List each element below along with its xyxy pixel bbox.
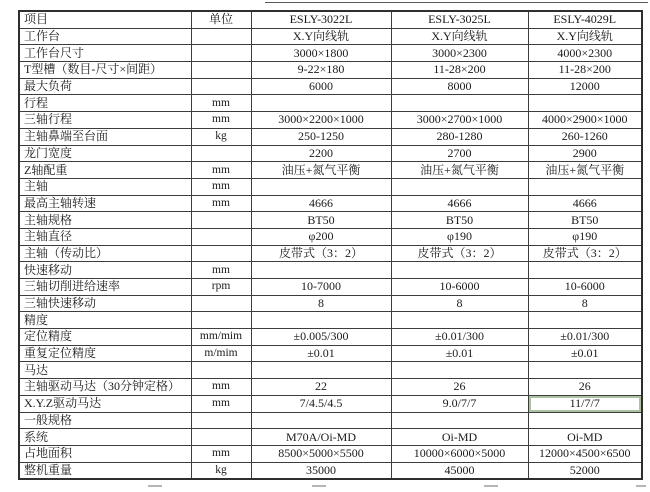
value-cell: φ190	[391, 228, 528, 245]
value-cell	[391, 95, 528, 112]
unit-cell	[191, 62, 251, 79]
table-row	[19, 128, 642, 145]
table-row	[19, 95, 642, 112]
unit-cell: mm	[191, 112, 251, 129]
value-cell	[251, 312, 391, 329]
value-cell	[251, 178, 391, 195]
value-cell: 11-28×200	[528, 62, 642, 79]
value-cell: 26	[528, 379, 642, 396]
value-cell: 油压+氮气平衡	[528, 162, 642, 179]
value-cell: 250-1250	[251, 128, 391, 145]
value-cell: 7/4.5/4.5	[251, 395, 391, 412]
value-cell: 6000	[251, 78, 391, 95]
value-cell	[251, 262, 391, 279]
value-cell: M70A/Oi-MD	[251, 429, 391, 446]
unit-cell: mm	[191, 95, 251, 112]
unit-cell: mm	[191, 262, 251, 279]
row-label-cell: 系统	[19, 429, 191, 446]
row-label-cell: 主轴鼻端至台面	[19, 128, 191, 145]
value-cell	[391, 362, 528, 379]
spec-table	[18, 10, 643, 480]
value-cell: 皮带式（3：2）	[391, 245, 528, 262]
table-row	[19, 329, 642, 346]
value-cell: X.Y向线轨	[251, 28, 391, 45]
value-cell: 4000×2300	[528, 45, 642, 62]
unit-cell	[191, 245, 251, 262]
value-cell: 皮带式（3：2）	[251, 245, 391, 262]
unit-cell	[191, 312, 251, 329]
table-row	[19, 45, 642, 62]
value-cell: 3000×2700×1000	[391, 112, 528, 129]
row-label-cell: 快速移动	[19, 262, 191, 279]
unit-cell	[191, 295, 251, 312]
value-cell: 3000×2200×1000	[251, 112, 391, 129]
row-label-cell: 整机重量	[19, 462, 191, 479]
value-cell	[528, 178, 642, 195]
unit-cell: mm	[191, 445, 251, 462]
row-label-cell: 占地面积	[19, 445, 191, 462]
value-cell: 4666	[391, 195, 528, 212]
unit-cell: kg	[191, 128, 251, 145]
row-label-cell: 最高主轴转速	[19, 195, 191, 212]
row-label-cell: 重复定位精度	[19, 345, 191, 362]
value-cell: 3000×1800	[251, 45, 391, 62]
value-cell: BT50	[251, 212, 391, 229]
value-cell: 3000×2300	[391, 45, 528, 62]
table-row	[19, 162, 642, 179]
table-row	[19, 145, 642, 162]
table-row	[19, 279, 642, 296]
table-row	[19, 295, 642, 312]
unit-cell: mm/mim	[191, 329, 251, 346]
table-row	[19, 62, 642, 79]
selected-cell: 11/7/7	[528, 395, 642, 412]
unit-cell: rpm	[191, 279, 251, 296]
table-row	[19, 195, 642, 212]
unit-cell	[191, 412, 251, 429]
value-cell: φ200	[251, 228, 391, 245]
value-cell	[391, 178, 528, 195]
col-header-esly-3022l: ESLY-3022L	[251, 11, 391, 28]
value-cell: 9-22×180	[251, 62, 391, 79]
table-row	[19, 228, 642, 245]
row-label-cell: 龙门宽度	[19, 145, 191, 162]
value-cell: ±0.01	[391, 345, 528, 362]
table-row	[19, 379, 642, 396]
value-cell: 10-7000	[251, 279, 391, 296]
value-cell	[528, 412, 642, 429]
unit-cell	[191, 212, 251, 229]
table-row	[19, 312, 642, 329]
value-cell: 皮带式（3：2）	[528, 245, 642, 262]
value-cell: 8000	[391, 78, 528, 95]
unit-cell: mm	[191, 379, 251, 396]
value-cell: ±0.01/300	[391, 329, 528, 346]
table-row	[19, 178, 642, 195]
row-label-cell: 一般规格	[19, 412, 191, 429]
value-cell: φ190	[528, 228, 642, 245]
value-cell: 8	[391, 295, 528, 312]
unit-cell: mm	[191, 395, 251, 412]
row-label-cell: 主轴	[19, 178, 191, 195]
value-cell	[528, 262, 642, 279]
unit-cell: mm	[191, 162, 251, 179]
value-cell: BT50	[391, 212, 528, 229]
value-cell	[391, 262, 528, 279]
row-label-cell: 三轴快速移动	[19, 295, 191, 312]
table-row	[19, 362, 642, 379]
value-cell: 8	[528, 295, 642, 312]
cropped-gridline-bottom	[148, 485, 162, 487]
table-row	[19, 112, 642, 129]
unit-cell: mm	[191, 178, 251, 195]
table-row	[19, 412, 642, 429]
header-row	[19, 11, 642, 28]
value-cell: 22	[251, 379, 391, 396]
value-cell: 11-28×200	[391, 62, 528, 79]
unit-cell	[191, 362, 251, 379]
value-cell	[251, 362, 391, 379]
value-cell: 260-1260	[528, 128, 642, 145]
unit-cell	[191, 429, 251, 446]
unit-cell: m/mim	[191, 345, 251, 362]
table-row	[19, 462, 642, 479]
unit-cell: kg	[191, 462, 251, 479]
row-label-cell: X.Y.Z驱动马达	[19, 395, 191, 412]
value-cell: 52000	[528, 462, 642, 479]
value-cell: BT50	[528, 212, 642, 229]
row-label-cell: 主轴规格	[19, 212, 191, 229]
value-cell: 10-6000	[391, 279, 528, 296]
value-cell: Oi-MD	[391, 429, 528, 446]
table-row	[19, 429, 642, 446]
value-cell: 4666	[251, 195, 391, 212]
row-label-cell: 工作台	[19, 28, 191, 45]
unit-cell: mm	[191, 195, 251, 212]
cropped-gridline-bottom	[636, 485, 646, 487]
cropped-gridline-bottom	[484, 485, 498, 487]
table-row	[19, 245, 642, 262]
value-cell: 9.0/7/7	[391, 395, 528, 412]
value-cell: 35000	[251, 462, 391, 479]
unit-cell	[191, 145, 251, 162]
row-label-cell: 定位精度	[19, 329, 191, 346]
table-row	[19, 445, 642, 462]
cropped-gridline-top	[265, 2, 648, 3]
value-cell: 280-1280	[391, 128, 528, 145]
table-row	[19, 345, 642, 362]
value-cell	[528, 362, 642, 379]
value-cell: 26	[391, 379, 528, 396]
value-cell	[251, 412, 391, 429]
value-cell	[391, 312, 528, 329]
row-label-cell: 精度	[19, 312, 191, 329]
value-cell: 4666	[528, 195, 642, 212]
unit-cell	[191, 228, 251, 245]
value-cell: 2700	[391, 145, 528, 162]
spec-table-body	[19, 28, 642, 479]
row-label-cell: 三轴切削进给速率	[19, 279, 191, 296]
unit-cell	[191, 28, 251, 45]
value-cell: ±0.01/300	[528, 329, 642, 346]
table-row	[19, 28, 642, 45]
value-cell: 12000×4500×6500	[528, 445, 642, 462]
value-cell: 45000	[391, 462, 528, 479]
value-cell: 4000×2900×1000	[528, 112, 642, 129]
row-label-cell: 主轴直径	[19, 228, 191, 245]
row-label-cell: 行程	[19, 95, 191, 112]
row-label-cell: 主轴（传动比）	[19, 245, 191, 262]
value-cell: 10000×6000×5000	[391, 445, 528, 462]
value-cell: ±0.01	[251, 345, 391, 362]
value-cell: 2900	[528, 145, 642, 162]
value-cell	[391, 412, 528, 429]
col-header-item: 项目	[19, 11, 191, 28]
row-label-cell: Z轴配重	[19, 162, 191, 179]
value-cell: ±0.005/300	[251, 329, 391, 346]
value-cell	[251, 95, 391, 112]
value-cell: ±0.01	[528, 345, 642, 362]
value-cell	[528, 95, 642, 112]
value-cell: X.Y向线轨	[528, 28, 642, 45]
value-cell: Oi-MD	[528, 429, 642, 446]
row-label-cell: 马达	[19, 362, 191, 379]
col-header-esly-4029l: ESLY-4029L	[528, 11, 642, 28]
unit-cell	[191, 78, 251, 95]
value-cell	[528, 312, 642, 329]
value-cell: 油压+氮气平衡	[251, 162, 391, 179]
table-row	[19, 78, 642, 95]
col-header-esly-3025l: ESLY-3025L	[391, 11, 528, 28]
table-row	[19, 395, 642, 412]
unit-cell	[191, 45, 251, 62]
row-label-cell: 三轴行程	[19, 112, 191, 129]
value-cell: 8	[251, 295, 391, 312]
value-cell: X.Y向线轨	[391, 28, 528, 45]
row-label-cell: 工作台尺寸	[19, 45, 191, 62]
row-label-cell: T型槽（数目-尺寸×间距）	[19, 62, 191, 79]
value-cell: 油压+氮气平衡	[391, 162, 528, 179]
table-row	[19, 212, 642, 229]
value-cell: 10-6000	[528, 279, 642, 296]
cropped-gridline-bottom	[312, 485, 326, 487]
col-header-unit: 单位	[191, 11, 251, 28]
value-cell: 2200	[251, 145, 391, 162]
value-cell: 12000	[528, 78, 642, 95]
table-row	[19, 262, 642, 279]
row-label-cell: 最大负荷	[19, 78, 191, 95]
row-label-cell: 主轴驱动马达（30分钟定格）	[19, 379, 191, 396]
value-cell: 8500×5000×5500	[251, 445, 391, 462]
